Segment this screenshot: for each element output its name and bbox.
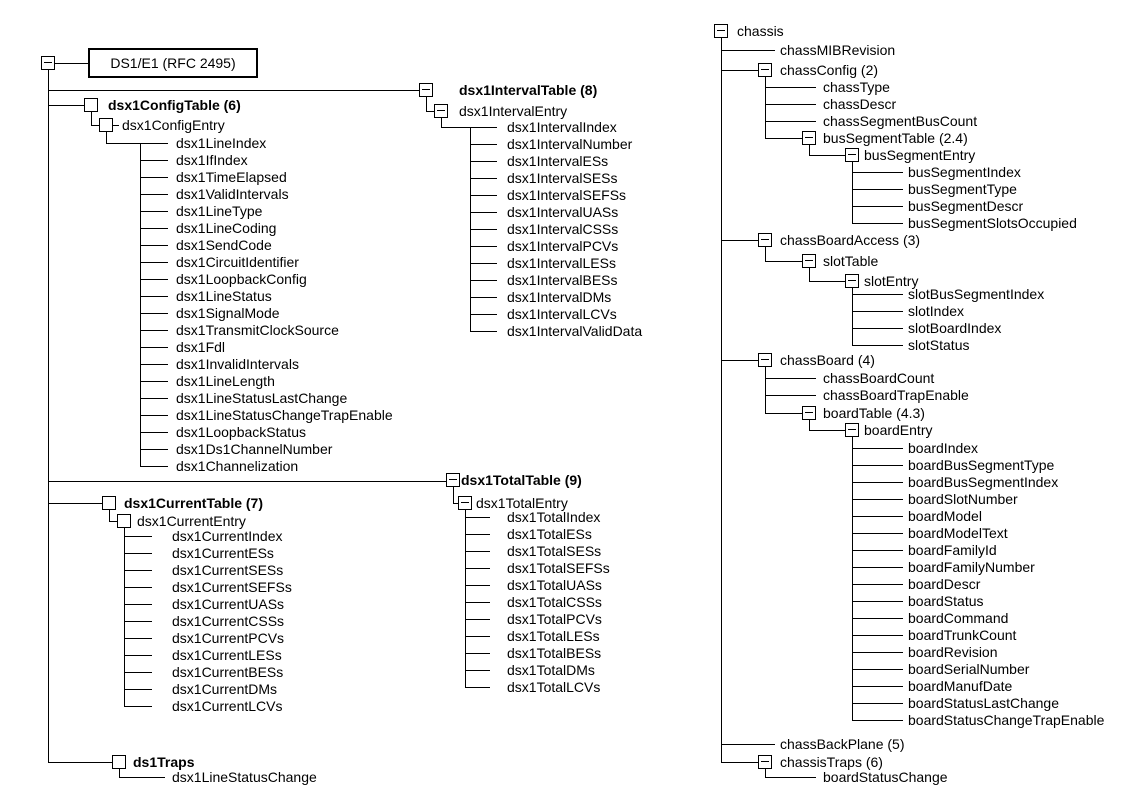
tree-node-label-dsx1validintervals: dsx1ValidIntervals: [176, 186, 289, 202]
tree-connector-line: [721, 762, 758, 763]
tree-connector-line: [465, 687, 490, 688]
tree-connector-line: [765, 104, 816, 105]
tree-connector-line: [470, 331, 497, 332]
tree-connector-line: [765, 777, 816, 778]
tree-connector-line: [852, 703, 903, 704]
tree-node-label-dsx1currentuass: dsx1CurrentUASs: [172, 596, 285, 612]
tree-connector-line: [140, 381, 168, 382]
tree-connector-line: [721, 50, 775, 51]
tree-node-label-dsx1totaltable-9-: dsx1TotalTable (9): [461, 472, 582, 488]
tree-node-label-chassboardtrapenable: chassBoardTrapEnable: [823, 387, 969, 403]
tree-node-label-chassbackplane-5-: chassBackPlane (5): [780, 736, 905, 752]
tree-connector-line: [109, 521, 117, 522]
tree-node-label-dsx1currentlcvs: dsx1CurrentLCVs: [172, 698, 283, 714]
tree-node-label-chassboardaccess-3-: chassBoardAccess (3): [780, 232, 921, 248]
tree-connector-line: [465, 585, 490, 586]
tree-expander-minus-icon[interactable]: [758, 755, 772, 769]
tree-connector-line: [470, 144, 497, 145]
tree-connector-line: [765, 121, 816, 122]
tree-connector-line: [809, 145, 810, 155]
tree-connector-line: [765, 247, 766, 261]
tree-node-label-boardindex: boardIndex: [908, 440, 979, 456]
tree-expander-minus-icon[interactable]: [419, 83, 433, 97]
tree-connector-line: [852, 328, 903, 329]
tree-node-label-dsx1totalless: dsx1TotalLESs: [507, 628, 600, 644]
tree-connector-line: [124, 621, 152, 622]
minus-glyph: [717, 30, 725, 31]
tree-node-label-boardstatuschange: boardStatusChange: [823, 769, 948, 785]
tree-node-label-dsx1intervalcsss: dsx1IntervalCSSs: [507, 221, 619, 237]
minus-glyph: [761, 761, 769, 762]
tree-connector-line: [124, 553, 152, 554]
tree-node-label-ds1traps: ds1Traps: [133, 754, 195, 770]
tree-connector-line: [852, 437, 853, 720]
tree-connector-line: [140, 449, 168, 450]
tree-expander-minus-icon[interactable]: [845, 274, 859, 288]
tree-node-label-dsx1intervalpcvs: dsx1IntervalPCVs: [507, 238, 619, 254]
tree-connector-line: [852, 618, 903, 619]
tree-node-label-dsx1intervalsefss: dsx1IntervalSEFSs: [507, 187, 627, 203]
tree-connector-line: [809, 268, 810, 281]
tree-node-label-boardstatuschangetrapenable: boardStatusChangeTrapEnable: [908, 712, 1105, 728]
tree-connector-line: [470, 246, 497, 247]
tree-connector-line: [470, 195, 497, 196]
tree-node-label-dsx1loopbackconfig: dsx1LoopbackConfig: [176, 271, 307, 287]
tree-connector-line: [124, 638, 152, 639]
tree-node-label-dsx1circuitidentifier: dsx1CircuitIdentifier: [176, 254, 299, 270]
tree-connector-line: [809, 155, 845, 156]
tree-connector-line: [465, 517, 490, 518]
tree-connector-line: [140, 364, 168, 365]
tree-node-label-dsx1currentindex: dsx1CurrentIndex: [172, 528, 283, 544]
tree-connector-line: [470, 229, 497, 230]
tree-node-label-dsx1intervaltable-8-: dsx1IntervalTable (8): [459, 82, 598, 98]
tree-node-label-dsx1currentsefss: dsx1CurrentSEFSs: [172, 579, 292, 595]
tree-connector-line: [465, 619, 490, 620]
tree-node-label-chassdescr: chassDescr: [823, 96, 897, 112]
tree-connector-line: [124, 655, 152, 656]
tree-connector-line: [441, 127, 497, 128]
tree-connector-line: [119, 777, 165, 778]
tree-node-label-dsx1linestatuschangetrapenable: dsx1LineStatusChangeTrapEnable: [176, 407, 393, 423]
tree-node-label-dsx1currententry: dsx1CurrentEntry: [137, 513, 246, 529]
tree-connector-line: [852, 189, 903, 190]
tree-node-label-dsx1linestatuslastchange: dsx1LineStatusLastChange: [176, 390, 348, 406]
tree-node-label-dsx1channelization: dsx1Channelization: [176, 458, 299, 474]
tree-connector-line: [465, 670, 490, 671]
tree-connector-line: [765, 367, 766, 413]
tree-connector-line: [119, 769, 120, 777]
tree-node-label-chassmibrevision: chassMIBRevision: [780, 42, 896, 58]
tree-connector-line: [48, 70, 49, 762]
tree-connector-line: [113, 125, 119, 126]
minus-glyph: [805, 137, 813, 138]
tree-connector-line: [852, 652, 903, 653]
tree-node-label-dsx1totalindex: dsx1TotalIndex: [507, 509, 601, 525]
tree-node-label-dsx1linestatus: dsx1LineStatus: [176, 288, 272, 304]
tree-node-label-dsx1linecoding: dsx1LineCoding: [176, 220, 277, 236]
tree-connector-line: [48, 503, 102, 504]
tree-node-label-bussegmenttable-2-4-: busSegmentTable (2.4): [823, 130, 968, 146]
tree-node-label-dsx1totalcsss: dsx1TotalCSSs: [507, 594, 602, 610]
tree-connector-line: [721, 744, 775, 745]
tree-node-label-boardmanufdate: boardManufDate: [908, 678, 1013, 694]
tree-node-label-boardmodel: boardModel: [908, 508, 982, 524]
tree-expander-minus-icon[interactable]: [758, 353, 772, 367]
minus-glyph: [761, 239, 769, 240]
tree-connector-line: [124, 604, 152, 605]
tree-node-label-dsx1loopbackstatus: dsx1LoopbackStatus: [176, 424, 306, 440]
tree-connector-line: [852, 206, 903, 207]
tree-connector-line: [470, 263, 497, 264]
tree-connector-line: [852, 635, 903, 636]
tree-connector-line: [852, 223, 903, 224]
tree-connector-line: [852, 567, 903, 568]
tree-connector-line: [852, 669, 903, 670]
tree-connector-line: [124, 528, 125, 706]
tree-node-label-dsx1ds1channelnumber: dsx1Ds1ChannelNumber: [176, 441, 333, 457]
tree-connector-line: [109, 510, 110, 521]
tree-expander-minus-icon[interactable]: [458, 496, 472, 510]
tree-connector-line: [721, 360, 758, 361]
tree-connector-line: [48, 762, 112, 763]
tree-connector-line: [470, 280, 497, 281]
minus-glyph: [437, 110, 445, 111]
tree-node-label-dsx1totalbess: dsx1TotalBESs: [507, 645, 602, 661]
tree-node-label-dsx1intervalsess: dsx1IntervalSESs: [507, 170, 618, 186]
tree-expander-minus-icon[interactable]: [845, 148, 859, 162]
tree-node-label-bussegmentdescr: busSegmentDescr: [908, 198, 1024, 214]
tree-node-label-dsx1intervalentry: dsx1IntervalEntry: [459, 103, 568, 119]
tree-connector-line: [426, 111, 434, 112]
tree-connector-line: [140, 194, 168, 195]
tree-node-label-dsx1totalentry: dsx1TotalEntry: [476, 495, 568, 511]
tree-connector-line: [721, 38, 722, 762]
tree-node-label-dsx1signalmode: dsx1SignalMode: [176, 305, 280, 321]
tree-connector-line: [124, 672, 152, 673]
tree-connector-line: [852, 465, 903, 466]
minus-glyph: [449, 479, 457, 480]
tree-node-label-dsx1currentdms: dsx1CurrentDMs: [172, 681, 278, 697]
tree-connector-line: [470, 314, 497, 315]
tree-connector-line: [809, 430, 845, 431]
tree-node-label-dsx1totalpcvs: dsx1TotalPCVs: [507, 611, 602, 627]
minus-glyph: [848, 154, 856, 155]
tree-node-label-dsx1configentry: dsx1ConfigEntry: [122, 117, 225, 133]
tree-connector-line: [465, 534, 490, 535]
tree-node-label-dsx1intervaldms: dsx1IntervalDMs: [507, 289, 612, 305]
tree-node-label-chassboardcount: chassBoardCount: [823, 370, 935, 386]
tree-node-label-dsx1totallcvs: dsx1TotalLCVs: [507, 679, 601, 695]
tree-node-label-dsx1currenttable-7-: dsx1CurrentTable (7): [124, 495, 263, 511]
tree-connector-line: [852, 448, 903, 449]
tree-connector-line: [140, 211, 168, 212]
tree-node-label-dsx1totaldms: dsx1TotalDMs: [507, 662, 595, 678]
tree-node-label-slotstatus: slotStatus: [908, 337, 970, 353]
tree-connector-line: [852, 345, 903, 346]
tree-node-label-boardtable-4-3-: boardTable (4.3): [823, 405, 925, 421]
root-node-label: DS1/E1 (RFC 2495): [110, 55, 236, 71]
tree-connector-line: [470, 161, 497, 162]
minus-glyph: [44, 62, 52, 63]
tree-node-label-chassistraps-6-: chassisTraps (6): [780, 754, 883, 770]
tree-node-label-dsx1sendcode: dsx1SendCode: [176, 237, 272, 253]
minus-glyph: [422, 89, 430, 90]
tree-connector-line: [765, 769, 766, 777]
tree-connector-line: [91, 125, 99, 126]
tree-node-label-dsx1currentsess: dsx1CurrentSESs: [172, 562, 284, 578]
tree-expander-minus-icon[interactable]: [446, 473, 460, 487]
tree-node-label-dsx1currentcsss: dsx1CurrentCSSs: [172, 613, 285, 629]
tree-node-label-dsx1currentpcvs: dsx1CurrentPCVs: [172, 630, 285, 646]
tree-connector-line: [852, 720, 903, 721]
tree-node-label-dsx1linelength: dsx1LineLength: [176, 373, 275, 389]
tree-node-label-dsx1ifindex: dsx1IfIndex: [176, 152, 248, 168]
minus-glyph: [761, 69, 769, 70]
tree-connector-line: [765, 378, 816, 379]
tree-node-label-slotentry: slotEntry: [864, 273, 919, 289]
tree-node-label-dsx1intervaluass: dsx1IntervalUASs: [507, 204, 619, 220]
tree-connector-line: [55, 63, 88, 64]
tree-expander-minus-icon[interactable]: [434, 104, 448, 118]
tree-node-label-boardbussegmenttype: boardBusSegmentType: [908, 457, 1055, 473]
tree-node-label-dsx1linetype: dsx1LineType: [176, 203, 263, 219]
tree-connector-line: [852, 172, 903, 173]
tree-connector-line: [721, 70, 758, 71]
tree-connector-line: [124, 706, 152, 707]
tree-connector-line: [465, 551, 490, 552]
tree-connector-line: [140, 279, 168, 280]
tree-connector-line: [721, 240, 758, 241]
tree-connector-line: [470, 297, 497, 298]
minus-glyph: [848, 429, 856, 430]
tree-connector-line: [140, 143, 141, 466]
tree-connector-line: [852, 499, 903, 500]
tree-connector-line: [106, 143, 168, 144]
tree-connector-line: [124, 689, 152, 690]
tree-node-label-chassboard-4-: chassBoard (4): [780, 352, 875, 368]
tree-connector-line: [124, 570, 152, 571]
tree-node-label-dsx1intervallcvs: dsx1IntervalLCVs: [507, 306, 617, 322]
tree-node-label-slottable: slotTable: [823, 253, 879, 269]
tree-connector-line: [140, 466, 168, 467]
tree-connector-line: [465, 602, 490, 603]
tree-expander-empty-icon[interactable]: [99, 118, 113, 132]
tree-node-label-boardslotnumber: boardSlotNumber: [908, 491, 1018, 507]
tree-expander-minus-icon[interactable]: [845, 423, 859, 437]
tree-node-label-slotbussegmentindex: slotBusSegmentIndex: [908, 286, 1045, 302]
tree-node-label-boardfamilyid: boardFamilyId: [908, 542, 997, 558]
tree-node-label-dsx1intervalnumber: dsx1IntervalNumber: [507, 136, 633, 152]
tree-node-label-boardserialnumber: boardSerialNumber: [908, 661, 1030, 677]
tree-expander-minus-icon[interactable]: [714, 24, 728, 38]
tree-connector-line: [106, 132, 107, 143]
tree-node-label-boardentry: boardEntry: [864, 422, 933, 438]
tree-connector-line: [124, 536, 152, 537]
tree-node-label-bussegmentindex: busSegmentIndex: [908, 164, 1021, 180]
tree-node-label-dsx1timeelapsed: dsx1TimeElapsed: [176, 169, 287, 185]
minus-glyph: [805, 260, 813, 261]
tree-connector-line: [426, 97, 427, 111]
tree-expander-empty-icon[interactable]: [84, 98, 98, 112]
tree-connector-line: [852, 288, 853, 345]
tree-connector-line: [465, 636, 490, 637]
tree-node-label-dsx1intervalless: dsx1IntervalLESs: [507, 255, 616, 271]
tree-connector-line: [91, 112, 92, 125]
tree-node-label-dsx1intervalbess: dsx1IntervalBESs: [507, 272, 618, 288]
tree-node-label-dsx1configtable-6-: dsx1ConfigTable (6): [108, 97, 241, 113]
minus-glyph: [805, 412, 813, 413]
tree-connector-line: [465, 510, 466, 687]
tree-connector-line: [852, 516, 903, 517]
tree-connector-line: [809, 281, 845, 282]
tree-connector-line: [852, 482, 903, 483]
tree-node-label-bussegmententry: busSegmentEntry: [864, 147, 976, 163]
tree-connector-line: [140, 160, 168, 161]
tree-node-label-dsx1intervalindex: dsx1IntervalIndex: [507, 119, 617, 135]
tree-connector-line: [140, 228, 168, 229]
tree-node-label-dsx1totaluass: dsx1TotalUASs: [507, 577, 602, 593]
tree-connector-line: [852, 686, 903, 687]
tree-connector-line: [140, 415, 168, 416]
tree-expander-minus-icon[interactable]: [41, 56, 55, 70]
tree-connector-line: [441, 118, 442, 127]
tree-expander-minus-icon[interactable]: [802, 131, 816, 145]
tree-node-label-dsx1currentess: dsx1CurrentESs: [172, 545, 274, 561]
tree-connector-line: [48, 90, 419, 91]
tree-connector-line: [470, 178, 497, 179]
tree-node-label-dsx1intervalvaliddata: dsx1IntervalValidData: [507, 323, 643, 339]
tree-connector-line: [852, 550, 903, 551]
tree-expander-minus-icon[interactable]: [802, 406, 816, 420]
tree-connector-line: [140, 177, 168, 178]
tree-node-label-dsx1fdl: dsx1Fdl: [176, 339, 226, 355]
minus-glyph: [461, 502, 469, 503]
tree-expander-minus-icon[interactable]: [758, 233, 772, 247]
tree-connector-line: [852, 584, 903, 585]
tree-node-label-boardmodeltext: boardModelText: [908, 525, 1008, 541]
tree-node-label-chassis: chassis: [737, 23, 784, 39]
tree-node-label-bussegmenttype: busSegmentType: [908, 181, 1017, 197]
tree-node-label-dsx1currentless: dsx1CurrentLESs: [172, 647, 282, 663]
tree-node-label-dsx1totaless: dsx1TotalESs: [507, 526, 592, 542]
tree-node-label-boardtrunkcount: boardTrunkCount: [908, 627, 1017, 643]
tree-expander-empty-icon[interactable]: [117, 514, 131, 528]
tree-node-label-chasstype: chassType: [823, 79, 890, 95]
tree-connector-line: [140, 262, 168, 263]
tree-expander-minus-icon[interactable]: [802, 254, 816, 268]
tree-node-label-dsx1totalsess: dsx1TotalSESs: [507, 543, 602, 559]
tree-node-label-dsx1invalidintervals: dsx1InvalidIntervals: [176, 356, 299, 372]
tree-connector-line: [765, 138, 802, 139]
tree-connector-line: [453, 487, 454, 503]
tree-connector-line: [765, 261, 802, 262]
tree-node-label-dsx1totalsefss: dsx1TotalSEFSs: [507, 560, 610, 576]
tree-connector-line: [465, 653, 490, 654]
tree-connector-line: [852, 294, 903, 295]
tree-connector-line: [465, 568, 490, 569]
tree-connector-line: [470, 212, 497, 213]
tree-node-label-dsx1intervaless: dsx1IntervalESs: [507, 153, 609, 169]
tree-node-label-dsx1linestatuschange: dsx1LineStatusChange: [172, 769, 317, 785]
tree-node-label-boardstatuslastchange: boardStatusLastChange: [908, 695, 1059, 711]
tree-connector-line: [852, 311, 903, 312]
root-node-box: [88, 48, 258, 78]
tree-node-label-chassconfig-2-: chassConfig (2): [780, 62, 879, 78]
tree-expander-empty-icon[interactable]: [112, 755, 126, 769]
tree-connector-line: [140, 245, 168, 246]
minus-glyph: [848, 280, 856, 281]
tree-node-label-boardstatus: boardStatus: [908, 593, 984, 609]
tree-connector-line: [765, 395, 816, 396]
tree-node-label-dsx1currentbess: dsx1CurrentBESs: [172, 664, 284, 680]
tree-node-label-chasssegmentbuscount: chassSegmentBusCount: [823, 113, 978, 129]
tree-connector-line: [140, 398, 168, 399]
tree-connector-line: [809, 420, 810, 430]
tree-connector-line: [124, 587, 152, 588]
tree-node-label-boardbussegmentindex: boardBusSegmentIndex: [908, 474, 1059, 490]
tree-expander-empty-icon[interactable]: [102, 496, 116, 510]
tree-node-label-boarddescr: boardDescr: [908, 576, 981, 592]
tree-connector-line: [140, 330, 168, 331]
tree-connector-line: [48, 105, 84, 106]
tree-node-label-slotindex: slotIndex: [908, 303, 965, 319]
tree-connector-line: [140, 296, 168, 297]
tree-node-label-boardcommand: boardCommand: [908, 610, 1009, 626]
tree-connector-line: [852, 601, 903, 602]
tree-node-label-bussegmentslotsoccupied: busSegmentSlotsOccupied: [908, 215, 1077, 231]
tree-connector-line: [852, 533, 903, 534]
tree-connector-line: [765, 413, 802, 414]
tree-expander-minus-icon[interactable]: [758, 63, 772, 77]
minus-glyph: [761, 359, 769, 360]
tree-node-label-dsx1transmitclocksource: dsx1TransmitClockSource: [176, 322, 339, 338]
tree-connector-line: [140, 347, 168, 348]
tree-connector-line: [140, 313, 168, 314]
tree-node-label-boardrevision: boardRevision: [908, 644, 998, 660]
tree-connector-line: [765, 87, 816, 88]
tree-connector-line: [140, 432, 168, 433]
tree-node-label-boardfamilynumber: boardFamilyNumber: [908, 559, 1035, 575]
tree-node-label-dsx1lineindex: dsx1LineIndex: [176, 135, 267, 151]
tree-connector-line: [48, 481, 446, 482]
tree-node-label-slotboardindex: slotBoardIndex: [908, 320, 1002, 336]
